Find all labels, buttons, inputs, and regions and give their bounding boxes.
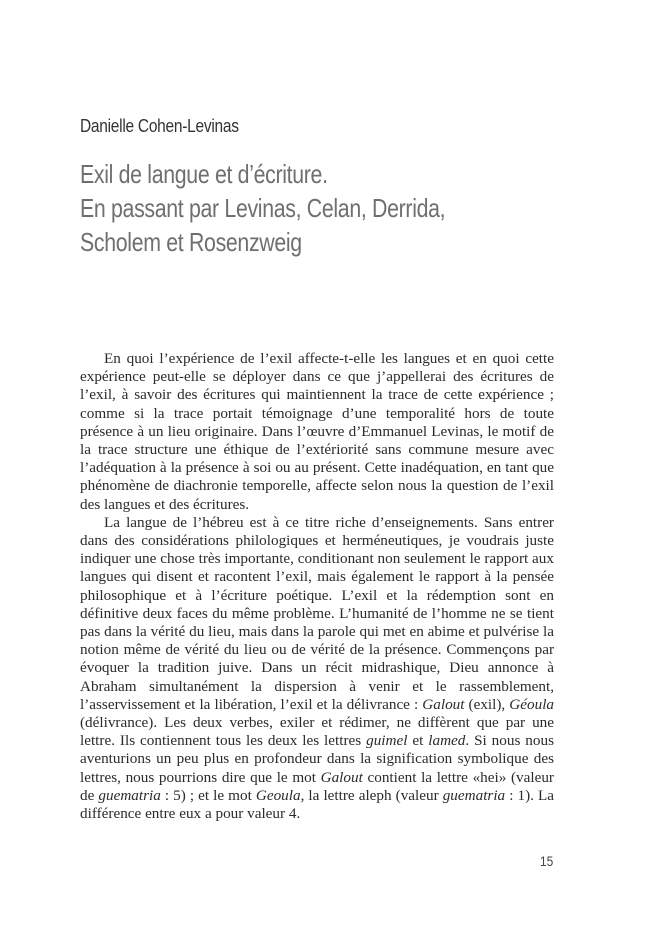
term-guematria: guematria — [442, 786, 506, 804]
paragraph-2-text: : 1). La différence entre eux a pour valeur 4. — [80, 786, 554, 823]
term-galout: Galout — [320, 768, 363, 786]
paragraph-2-text: contient la lettre «hei» (valeur de — [80, 768, 554, 804]
term-geoula: Geoula — [255, 786, 301, 804]
term-guimel: guimel — [366, 732, 408, 750]
term-guematria: guematria — [98, 786, 161, 804]
author-name: Danielle Cohen-Levinas — [80, 116, 239, 136]
page-number: 15 — [540, 853, 554, 869]
article-body — [80, 350, 554, 823]
paragraph-2-text: (exil), — [464, 695, 510, 713]
paragraph-2-text: : 5) ; et le mot — [160, 786, 256, 804]
title-line-2: En passant par Levinas, Celan, Derrida, — [80, 193, 446, 223]
term-geoula: Géoula — [509, 695, 555, 713]
term-lamed: lamed — [428, 732, 466, 750]
paragraph-2-text: , la lettre aleph (valeur — [300, 786, 443, 804]
paragraph-2-text: La langue de l’hébreu est à ce titre riche d’enseignements. Sans entrer dans des considérations philologiques et herméneutiques, je voudrais juste indiquer une chose très importante, conditionant non seulement le rapport aux langues qui disent et racontent l’exil, mais également le rapport à la pensée philosophique et à l’écriture poétique. L’exil et la rédemption sont en définitive deux faces du même problème. L’humanité de l’homme ne se tient pas dans la vérité du lieu, mais dans la parole qui met en abime et pulvérise la notion même de vérité du lieu ou de vérité de la présence. Commençons par évoquer la tradition juive. Dans un récit midrashique, Dieu annonce à Abraham simultanément la dispersion à venir et le rassemblement, l’asservissement et la libération, l’exil et la délivrance : — [80, 513, 554, 713]
paragraph-2-text: (délivrance). Les deux verbes, exiler et rédimer, ne diffèrent que par une lettre. Ils contiennent tous les deux les lettres — [80, 714, 554, 750]
paragraph-1: En quoi l’expérience de l’exil affecte-t-elle les langues et en quoi cette expérience peut-elle se déployer dans ce que j’appellerai des écritures de l’exil, à savoir des écritures qui maintiennent la trace de cette expérience ; comme si la trace portait témoignage d’une temporalité hors de toute présence à un lieu originaire. Dans l’œuvre d’Emmanuel Levinas, le motif de la trace structure une éthique de l’extériorité sans commune mesure avec l’adéquation à la présence à soi ou au présent. Cette inadéquation, en tant que phénomène de diachronie temporelle, affecte selon nous la question de l’exil des langues et des écritures. — [80, 350, 554, 513]
article-title — [80, 157, 445, 259]
paragraph-2 — [80, 514, 554, 823]
paragraph-2-text: . Si nous nous aventurions un peu plus en profondeur dans la signification symbolique des lettres, nous pourrions dire que le mot — [80, 732, 554, 786]
paragraph-2-text: et — [407, 732, 429, 750]
title-line-1: Exil de langue et d’écriture. — [80, 159, 328, 189]
title-line-3: Scholem et Rosenzweig — [80, 227, 302, 257]
term-galout: Galout — [422, 695, 465, 713]
